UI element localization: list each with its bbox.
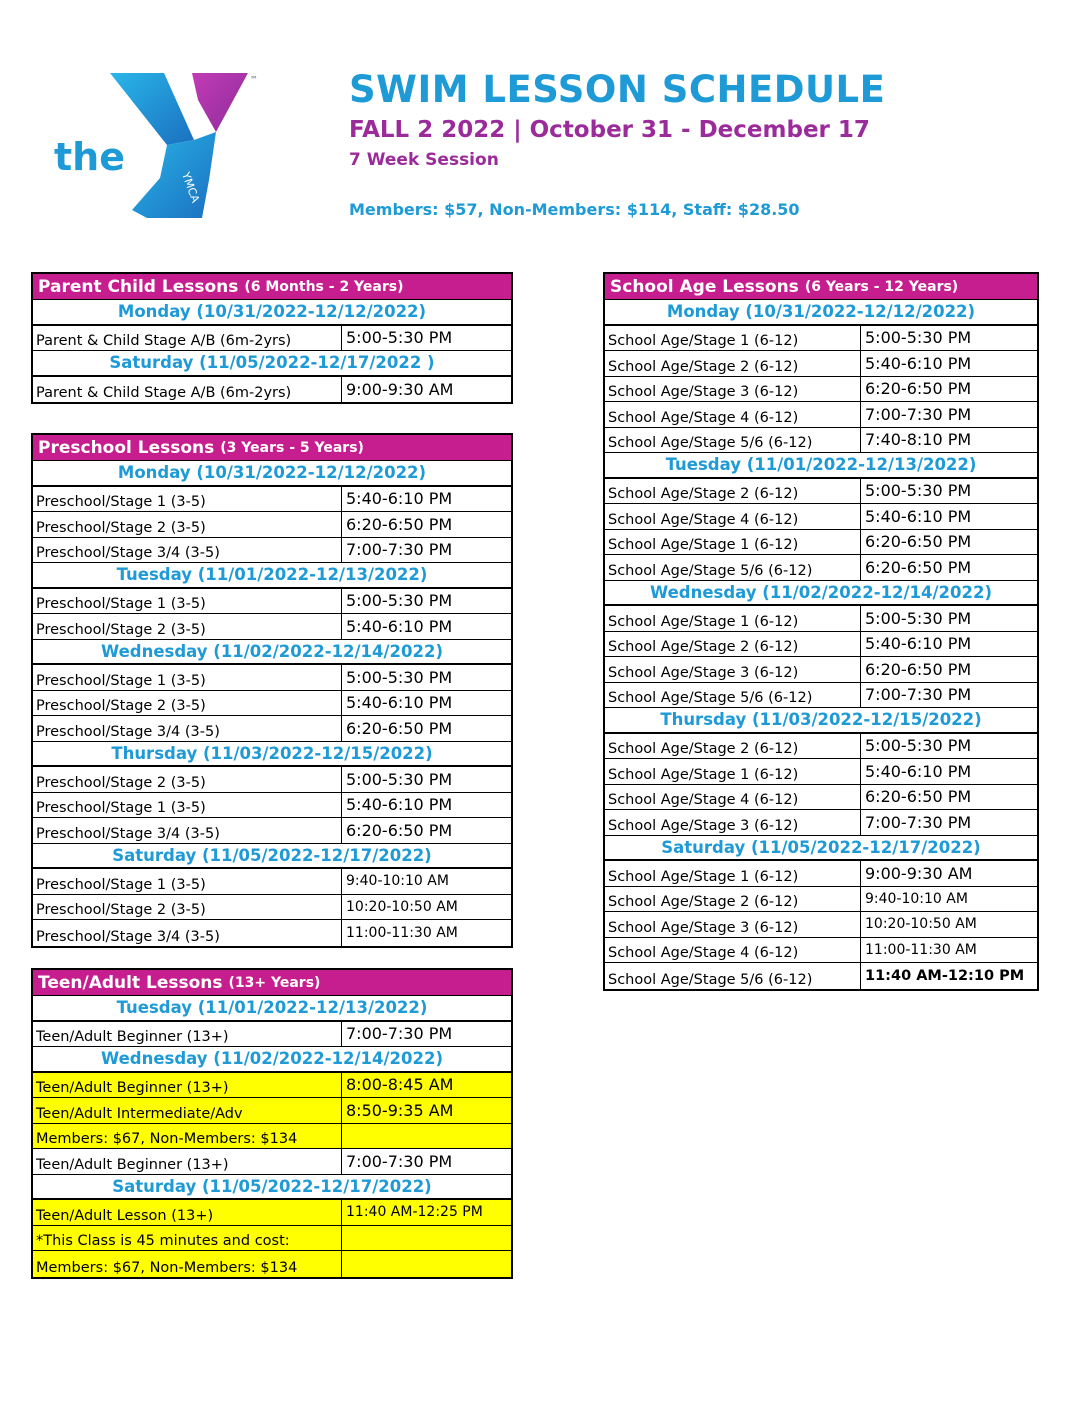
class-row [605, 759, 1037, 785]
class-name: Members: $67, Non-Members: $134 [33, 1124, 342, 1149]
class-name: Preschool/Stage 2 (3-5) [33, 691, 342, 716]
svg-text:YMCA: YMCA [179, 170, 203, 205]
class-time: 6:20-6:50 PM [346, 820, 453, 840]
ymca-logo [52, 70, 267, 220]
day-header: Monday (10/31/2022-12/12/2022) [33, 461, 511, 487]
section-ages: (6 Years - 12 Years) [804, 278, 959, 295]
class-time: 7:00-7:30 PM [346, 1151, 453, 1171]
class-row [33, 614, 511, 640]
class-name: School Age/Stage 3 (6-12) [605, 810, 861, 835]
class-name: Preschool/Stage 3/4 (3-5) [33, 818, 342, 843]
class-row [605, 912, 1037, 938]
class-time: 5:40-6:10 PM [346, 616, 453, 636]
class-name: School Age/Stage 1 (6-12) [605, 861, 861, 886]
class-time: 5:40-6:10 PM [346, 489, 453, 509]
class-time: 5:00-5:30 PM [865, 608, 972, 628]
class-row [33, 716, 511, 742]
class-name: School Age/Stage 2 (6-12) [605, 887, 861, 912]
class-time: 6:20-6:50 PM [346, 718, 453, 738]
section-ages: (13+ Years) [228, 974, 321, 991]
class-name: School Age/Stage 3 (6-12) [605, 912, 861, 937]
class-time: 5:40-6:10 PM [865, 761, 972, 781]
day-header: Wednesday (11/02/2022-12/14/2022) [33, 640, 511, 666]
day-header: Wednesday (11/02/2022-12/14/2022) [33, 1047, 511, 1073]
class-row [605, 479, 1037, 505]
class-row [33, 487, 511, 513]
class-row [33, 589, 511, 615]
class-row [605, 657, 1037, 683]
class-name: Preschool/Stage 2 (3-5) [33, 895, 342, 920]
section-title: School Age Lessons [610, 276, 799, 297]
section-header [33, 435, 511, 461]
class-time: 9:00-9:30 AM [865, 863, 973, 883]
class-row [605, 963, 1037, 989]
class-time: 11:40 AM-12:10 PM [865, 967, 1025, 984]
class-name: Parent & Child Stage A/B (6m-2yrs) [33, 377, 342, 403]
class-row [33, 538, 511, 564]
class-time: 5:40-6:10 PM [346, 795, 453, 815]
class-row [605, 428, 1037, 454]
class-row [33, 895, 511, 921]
class-row [33, 512, 511, 538]
section-title: Teen/Adult Lessons [38, 972, 223, 993]
class-row [33, 665, 511, 691]
section-title: Parent Child Lessons [38, 276, 239, 297]
class-time: 9:40-10:10 AM [865, 890, 968, 907]
class-name: School Age/Stage 3 (6-12) [605, 377, 861, 402]
class-time: 6:20-6:50 PM [865, 557, 972, 577]
day-header: Wednesday (11/02/2022-12/14/2022) [605, 581, 1037, 607]
school-age-table [603, 272, 1039, 991]
class-row [33, 1226, 511, 1252]
class-time: 8:00-8:45 AM [346, 1075, 454, 1095]
class-row [605, 351, 1037, 377]
class-name: School Age/Stage 2 (6-12) [605, 632, 861, 657]
class-row [605, 683, 1037, 709]
class-row [605, 402, 1037, 428]
class-time: 6:20-6:50 PM [865, 787, 972, 807]
class-name: *This Class is 45 minutes and cost: [33, 1226, 342, 1251]
day-header: Saturday (11/05/2022-12/17/2022) [33, 844, 511, 870]
class-row [33, 691, 511, 717]
class-time: 11:40 AM-12:25 PM [346, 1204, 483, 1221]
class-row [33, 377, 511, 403]
class-time: 5:00-5:30 PM [865, 328, 972, 348]
day-header: Thursday (11/03/2022-12/15/2022) [605, 708, 1037, 734]
class-name: Teen/Adult Lesson (13+) [33, 1200, 342, 1225]
class-name: Preschool/Stage 3/4 (3-5) [33, 920, 342, 946]
class-time: 5:00-5:30 PM [865, 481, 972, 501]
class-time: 9:40-10:10 AM [346, 873, 449, 890]
parent-child-table [31, 272, 513, 404]
class-row [33, 1098, 511, 1124]
class-time: 5:40-6:10 PM [865, 634, 972, 654]
class-name: School Age/Stage 2 (6-12) [605, 351, 861, 376]
day-header: Saturday (11/05/2022-12/17/2022 ) [33, 351, 511, 377]
class-name: School Age/Stage 4 (6-12) [605, 402, 861, 427]
class-row [33, 1200, 511, 1226]
class-time: 7:00-7:30 PM [865, 685, 972, 705]
class-time: 8:50-9:35 AM [346, 1100, 454, 1120]
class-row [605, 938, 1037, 964]
class-row [605, 810, 1037, 836]
class-row [605, 861, 1037, 887]
class-name: School Age/Stage 1 (6-12) [605, 530, 861, 555]
class-row [33, 818, 511, 844]
class-time: 5:40-6:10 PM [865, 353, 972, 373]
preschool-table [31, 433, 513, 948]
pricing: Members: $57, Non-Members: $114, Staff: $28.50 [349, 200, 800, 219]
class-name: Preschool/Stage 1 (3-5) [33, 793, 342, 818]
class-row [605, 555, 1037, 581]
page-title: SWIM LESSON SCHEDULE [349, 68, 886, 111]
class-name: Preschool/Stage 1 (3-5) [33, 487, 342, 512]
class-time: 5:40-6:10 PM [346, 693, 453, 713]
section-header [605, 274, 1037, 300]
class-row [605, 530, 1037, 556]
class-name: Preschool/Stage 2 (3-5) [33, 614, 342, 639]
class-name: School Age/Stage 2 (6-12) [605, 479, 861, 504]
class-time: 5:00-5:30 PM [346, 328, 453, 348]
class-time: 5:00-5:30 PM [865, 736, 972, 756]
class-name: Preschool/Stage 1 (3-5) [33, 665, 342, 690]
class-time: 6:20-6:50 PM [865, 659, 972, 679]
class-name: School Age/Stage 5/6 (6-12) [605, 683, 861, 708]
class-row [33, 920, 511, 946]
class-time [342, 1251, 511, 1277]
class-name: Members: $67, Non-Members: $134 [33, 1251, 342, 1277]
day-header: Tuesday (11/01/2022-12/13/2022) [605, 453, 1037, 479]
class-time: 5:40-6:10 PM [865, 506, 972, 526]
class-row [33, 869, 511, 895]
session-dates: FALL 2 2022 | October 31 - December 17 [349, 117, 870, 143]
class-row [605, 887, 1037, 913]
session-length: 7 Week Session [349, 150, 499, 170]
class-name: School Age/Stage 1 (6-12) [605, 606, 861, 631]
class-time: 6:20-6:50 PM [865, 532, 972, 552]
class-name: Preschool/Stage 2 (3-5) [33, 512, 342, 537]
class-time: 7:00-7:30 PM [865, 812, 972, 832]
class-name: Preschool/Stage 1 (3-5) [33, 869, 342, 894]
class-name: School Age/Stage 3 (6-12) [605, 657, 861, 682]
class-row [605, 504, 1037, 530]
day-header: Saturday (11/05/2022-12/17/2022) [33, 1175, 511, 1201]
class-row [33, 1251, 511, 1277]
class-name: School Age/Stage 5/6 (6-12) [605, 555, 861, 580]
class-time: 7:40-8:10 PM [865, 430, 972, 450]
class-name: Preschool/Stage 3/4 (3-5) [33, 716, 342, 741]
class-row [33, 1124, 511, 1150]
class-name: School Age/Stage 2 (6-12) [605, 734, 861, 759]
class-row [605, 377, 1037, 403]
class-time: 10:20-10:50 AM [346, 898, 458, 915]
section-ages: (6 Months - 2 Years) [244, 278, 404, 295]
day-header: Tuesday (11/01/2022-12/13/2022) [33, 563, 511, 589]
class-row [605, 632, 1037, 658]
class-name: Preschool/Stage 2 (3-5) [33, 767, 342, 792]
day-header: Tuesday (11/01/2022-12/13/2022) [33, 996, 511, 1022]
class-row [605, 785, 1037, 811]
class-name: School Age/Stage 4 (6-12) [605, 504, 861, 529]
svg-text:the: the [54, 135, 125, 179]
class-row [33, 767, 511, 793]
class-time: 5:00-5:30 PM [346, 591, 453, 611]
class-name: Parent & Child Stage A/B (6m-2yrs) [33, 326, 342, 351]
svg-text:™: ™ [250, 75, 258, 84]
class-row [33, 1073, 511, 1099]
section-header [33, 970, 511, 996]
class-time: 9:00-9:30 AM [346, 379, 454, 399]
class-time: 7:00-7:30 PM [346, 1024, 453, 1044]
class-name: Teen/Adult Beginner (13+) [33, 1149, 342, 1174]
class-row [605, 326, 1037, 352]
class-time: 10:20-10:50 AM [865, 916, 977, 933]
class-time: 6:20-6:50 PM [346, 514, 453, 534]
class-name: School Age/Stage 1 (6-12) [605, 326, 861, 351]
class-time: 11:00-11:30 AM [865, 941, 977, 958]
class-time: 6:20-6:50 PM [865, 379, 972, 399]
day-header: Saturday (11/05/2022-12/17/2022) [605, 836, 1037, 862]
day-header: Monday (10/31/2022-12/12/2022) [33, 300, 511, 326]
class-row [33, 326, 511, 352]
class-row [33, 1022, 511, 1048]
class-row [605, 606, 1037, 632]
class-name: School Age/Stage 1 (6-12) [605, 759, 861, 784]
class-name: School Age/Stage 4 (6-12) [605, 785, 861, 810]
class-name: School Age/Stage 4 (6-12) [605, 938, 861, 963]
class-name: School Age/Stage 5/6 (6-12) [605, 963, 861, 989]
class-time: 7:00-7:30 PM [865, 404, 972, 424]
class-time: 5:00-5:30 PM [346, 769, 453, 789]
class-time: 7:00-7:30 PM [346, 540, 453, 560]
class-time: 11:00-11:30 AM [346, 924, 458, 941]
teen-adult-table [31, 968, 513, 1279]
class-name: Teen/Adult Intermediate/Adv [33, 1098, 342, 1123]
class-name: Teen/Adult Beginner (13+) [33, 1022, 342, 1047]
class-row [33, 793, 511, 819]
class-name: School Age/Stage 5/6 (6-12) [605, 428, 861, 453]
class-row [33, 1149, 511, 1175]
class-row [605, 734, 1037, 760]
class-name: Preschool/Stage 3/4 (3-5) [33, 538, 342, 563]
class-name: Preschool/Stage 1 (3-5) [33, 589, 342, 614]
class-time [342, 1124, 511, 1149]
section-header [33, 274, 511, 300]
section-title: Preschool Lessons [38, 437, 215, 458]
day-header: Monday (10/31/2022-12/12/2022) [605, 300, 1037, 326]
class-time [342, 1226, 511, 1251]
class-name: Teen/Adult Beginner (13+) [33, 1073, 342, 1098]
day-header: Thursday (11/03/2022-12/15/2022) [33, 742, 511, 768]
section-ages: (3 Years - 5 Years) [220, 439, 364, 456]
class-time: 5:00-5:30 PM [346, 667, 453, 687]
